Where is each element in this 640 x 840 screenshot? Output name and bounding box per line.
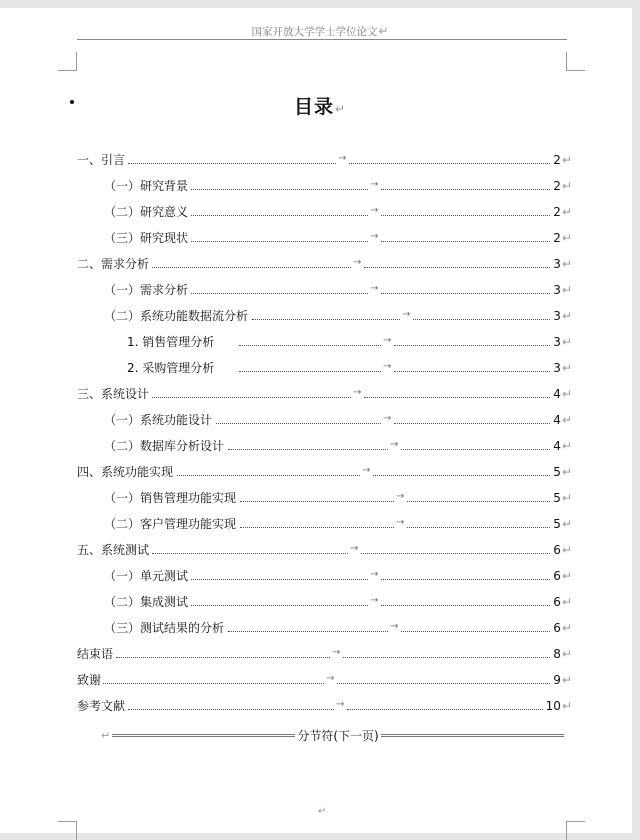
toc-entry-page [553, 202, 572, 222]
paragraph-mark-icon: ↵ [561, 491, 572, 505]
toc-page-number: 3 [553, 309, 561, 323]
tab-mark-icon: → [383, 335, 392, 346]
toc-entry-page [553, 150, 572, 170]
toc-leader [191, 293, 368, 294]
toc-entry-label: （三）测试结果的分析 [104, 621, 225, 635]
toc-entry-label: （二）系统功能数据流分析 [104, 309, 249, 323]
section-break[interactable] [0, 726, 640, 746]
toc-leader [252, 319, 400, 320]
toc-page-number: 4 [553, 439, 561, 453]
toc-entry[interactable] [0, 436, 640, 456]
section-break-label: 分节符(下一页) [297, 729, 379, 743]
toc-entry[interactable] [0, 202, 640, 222]
toc-leader [128, 163, 336, 164]
toc-entry[interactable] [0, 332, 640, 352]
toc-entry-label: 三、系统设计 [77, 387, 150, 401]
toc-entry-page [553, 436, 572, 456]
toc-entry-page [553, 566, 572, 586]
toc-entry[interactable] [0, 514, 640, 534]
toc-entry[interactable] [0, 488, 640, 508]
paragraph-mark-icon: ↵ [561, 673, 572, 687]
toc-page-number: 2 [553, 179, 561, 193]
toc-leader [364, 397, 550, 398]
toc-entry[interactable] [0, 358, 640, 378]
toc-page-number: 3 [553, 361, 561, 375]
toc-leader [349, 163, 550, 164]
paragraph-mark-icon: ↵ [561, 517, 572, 531]
toc-entry[interactable] [0, 228, 640, 248]
paragraph-mark-icon: ↵ [561, 647, 572, 661]
toc-entry-page [553, 618, 572, 638]
toc-leader [394, 371, 550, 372]
toc-entry-label: 2. 采购管理分析 [127, 361, 215, 375]
tab-mark-icon: → [350, 543, 359, 554]
header-rule [77, 39, 567, 40]
toc-entry-page [553, 306, 572, 326]
toc-leader [103, 683, 324, 684]
toc-page-number: 5 [553, 465, 561, 479]
toc-leader [394, 345, 550, 346]
toc-entry-page [553, 670, 572, 690]
toc-entry[interactable] [0, 384, 640, 404]
toc-leader [191, 579, 368, 580]
tab-mark-icon: → [370, 179, 379, 190]
toc-leader [347, 709, 543, 710]
toc-leader [228, 449, 388, 450]
toc-entry-label: 致谢 [77, 673, 102, 687]
toc-entry[interactable] [0, 306, 640, 326]
toc-entry-page [553, 410, 572, 430]
toc-leader [240, 527, 394, 528]
paragraph-mark-icon: ↵ [561, 595, 572, 609]
margin-corner-bottom-left [58, 821, 77, 840]
toc-entry-label: 结束语 [77, 647, 114, 661]
toc-leader [401, 449, 550, 450]
toc-entry-label: （一）单元测试 [104, 569, 189, 583]
paragraph-mark-icon: ↵ [561, 335, 572, 349]
tab-mark-icon: → [383, 361, 392, 372]
margin-corner-top-right [566, 52, 585, 71]
toc-entry[interactable] [0, 410, 640, 430]
paragraph-mark-icon: ↵ [561, 283, 572, 297]
toc-entry[interactable] [0, 176, 640, 196]
toc-leader [407, 527, 550, 528]
toc-entry-page [553, 644, 572, 664]
toc-entry-label: 一、引言 [77, 153, 126, 167]
tab-mark-icon: → [370, 595, 379, 606]
toc-entry-page [553, 228, 572, 248]
tab-mark-icon: → [336, 699, 345, 710]
toc-entry-label: （二）客户管理功能实现 [104, 517, 237, 531]
toc-leader [240, 501, 394, 502]
toc-leader [361, 553, 550, 554]
toc-entry-page [553, 332, 572, 352]
toc-page-number: 8 [553, 647, 561, 661]
paragraph-mark-icon: ↵ [561, 569, 572, 583]
margin-corner-bottom-right [566, 821, 585, 840]
toc-entry-label: 参考文献 [77, 699, 126, 713]
tab-mark-icon: → [353, 387, 362, 398]
toc-leader [407, 501, 550, 502]
paragraph-mark-icon: ↵ [334, 102, 347, 116]
tab-mark-icon: → [390, 439, 399, 450]
toc-entry-page [553, 384, 572, 404]
toc-leader [364, 267, 550, 268]
paragraph-mark-icon: ↵ [561, 699, 572, 713]
paragraph-mark-icon: ↵ [561, 153, 572, 167]
paragraph-mark-icon: ↵ [561, 231, 572, 245]
paragraph-mark-icon: ↵ [561, 179, 572, 193]
toc-page-number: 2 [553, 153, 561, 167]
toc-entry-page [553, 462, 572, 482]
paragraph-mark-icon: ↵ [561, 361, 572, 375]
toc-leader [401, 631, 550, 632]
toc-entry[interactable] [0, 150, 640, 170]
toc-page-number: 3 [553, 335, 561, 349]
toc-page-number: 3 [553, 283, 561, 297]
toc-entry[interactable] [0, 592, 640, 612]
toc-leader [152, 267, 351, 268]
toc-page-number: 2 [553, 205, 561, 219]
toc-entry-page [553, 540, 572, 560]
toc-entry-page [553, 592, 572, 612]
toc-entry-label: （一）销售管理功能实现 [104, 491, 237, 505]
toc-entry-label: （二）研究意义 [104, 205, 189, 219]
tab-mark-icon: → [383, 413, 392, 424]
toc-entry-label: （二）数据库分析设计 [104, 439, 225, 453]
toc-page-number: 9 [553, 673, 561, 687]
toc-leader [191, 241, 368, 242]
toc-entry-page [553, 514, 572, 534]
toc-leader [381, 605, 550, 606]
toc-page-number: 4 [553, 387, 561, 401]
toc-entry-label: 二、需求分析 [77, 257, 150, 271]
margin-corner-top-left [58, 52, 77, 71]
tab-mark-icon: → [370, 569, 379, 580]
toc-leader [228, 631, 388, 632]
toc-page-number: 10 [545, 699, 561, 713]
toc-leader [116, 657, 330, 658]
toc-leader [381, 215, 550, 216]
paragraph-mark-icon: ↵ [561, 257, 572, 271]
toc-page-number: 6 [553, 543, 561, 557]
toc-leader [337, 683, 550, 684]
toc-page-number: 3 [553, 257, 561, 271]
toc-page-number: 6 [553, 621, 561, 635]
tab-mark-icon: → [396, 491, 405, 502]
toc-leader [239, 345, 381, 346]
tab-mark-icon: → [370, 205, 379, 216]
toc-leader [152, 553, 348, 554]
toc-entry[interactable] [0, 280, 640, 300]
toc-leader [216, 423, 381, 424]
paragraph-mark-icon: ↵ [561, 387, 572, 401]
paragraph-mark-icon: ↵ [561, 309, 572, 323]
tab-mark-icon: → [402, 309, 411, 320]
toc-entry[interactable] [0, 566, 640, 586]
toc-entry[interactable] [0, 670, 640, 690]
tab-mark-icon: → [326, 673, 335, 684]
header-text: 国家开放大学学士学位论文 [251, 26, 378, 38]
toc-entry[interactable] [0, 462, 640, 482]
paragraph-mark-icon: ↵ [378, 24, 389, 38]
toc-entry-page [553, 280, 572, 300]
toc-entry[interactable] [0, 540, 640, 560]
paragraph-mark-icon: ↵ [561, 465, 572, 479]
toc-leader [381, 293, 550, 294]
toc-title-text: 目录 [293, 96, 334, 118]
paragraph-mark-icon: ↵ [561, 439, 572, 453]
paragraph-mark-icon: ↵ [101, 729, 111, 742]
toc-entry[interactable] [0, 618, 640, 638]
toc-entry-label: （一）系统功能设计 [104, 413, 213, 427]
section-break-line [381, 734, 564, 737]
toc-entry-page [553, 176, 572, 196]
toc-page-number: 2 [553, 231, 561, 245]
toc-entry-page [553, 254, 572, 274]
toc-entry[interactable] [0, 644, 640, 664]
toc-page-number: 6 [553, 595, 561, 609]
toc-entry-label: （二）集成测试 [104, 595, 189, 609]
toc-entry-label: 1. 销售管理分析 [127, 335, 215, 349]
toc-leader [413, 319, 550, 320]
toc-leader [128, 709, 334, 710]
toc-entry-label: 四、系统功能实现 [77, 465, 174, 479]
toc-entry[interactable] [0, 696, 640, 716]
toc-leader [394, 423, 550, 424]
paragraph-mark-icon: ↵ [561, 413, 572, 427]
toc-entry-label: （一）研究背景 [104, 179, 189, 193]
toc-leader [191, 215, 368, 216]
toc-leader [152, 397, 351, 398]
tab-mark-icon: → [362, 465, 371, 476]
toc-leader [381, 189, 550, 190]
toc-page-number: 6 [553, 569, 561, 583]
toc-leader [177, 475, 360, 476]
toc-entry-page [546, 696, 572, 716]
toc-leader [381, 241, 550, 242]
toc-entry-label: 五、系统测试 [77, 543, 150, 557]
toc-leader [373, 475, 550, 476]
tab-mark-icon: → [370, 283, 379, 294]
toc-entry-page [553, 358, 572, 378]
paragraph-mark-icon: ↵ [561, 205, 572, 219]
tab-mark-icon: → [370, 231, 379, 242]
toc-leader [191, 605, 368, 606]
toc-title[interactable] [0, 92, 640, 119]
toc-entry[interactable] [0, 254, 640, 274]
toc-entry-label: （一）需求分析 [104, 283, 189, 297]
toc-leader [343, 657, 550, 658]
tab-mark-icon: → [396, 517, 405, 528]
tab-mark-icon: → [390, 621, 399, 632]
page-header[interactable] [0, 24, 640, 39]
toc-leader [191, 189, 368, 190]
tab-mark-icon: → [353, 257, 362, 268]
paragraph-mark-icon: ↵ [561, 621, 572, 635]
toc-page-number: 4 [553, 413, 561, 427]
tab-mark-icon: → [338, 153, 347, 164]
section-break-line [112, 734, 295, 737]
toc-page-number: 5 [553, 517, 561, 531]
paragraph-mark-icon: ↵ [561, 543, 572, 557]
paragraph-mark-icon: ↵ [318, 806, 327, 817]
toc-leader [239, 371, 381, 372]
toc-entry-label: （三）研究现状 [104, 231, 189, 245]
tab-mark-icon: → [332, 647, 341, 658]
toc-leader [381, 579, 550, 580]
toc-page-number: 5 [553, 491, 561, 505]
toc-entry-page [553, 488, 572, 508]
